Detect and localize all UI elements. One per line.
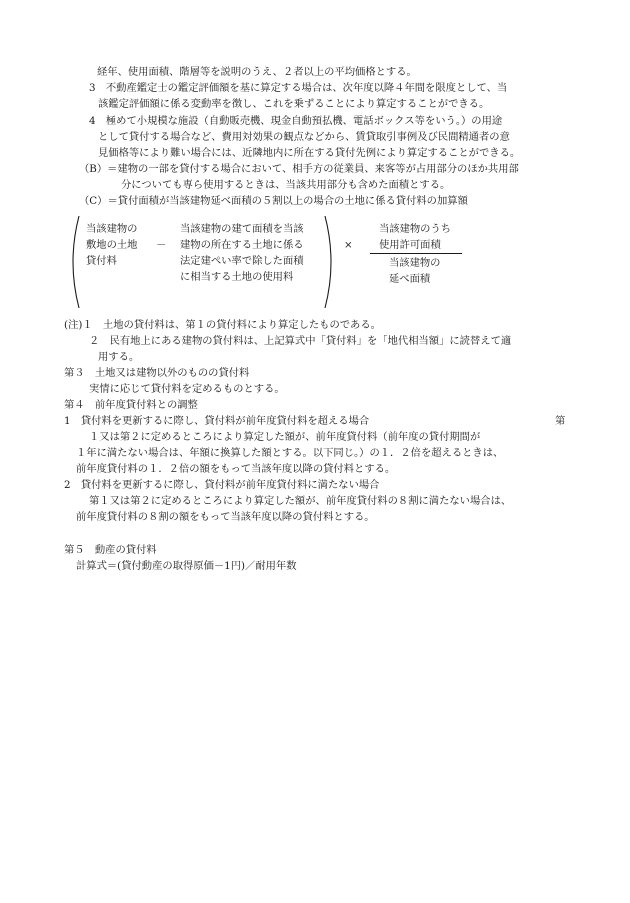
section-4-item-1-line-4: 前年度貸付料の１．２倍の額をもって当該年度以降の貸付料とする。 — [76, 463, 396, 475]
formula-land-rent-line-1: 当該建物の — [86, 223, 138, 235]
item-3-line-1: 3 不動産鑑定士の鑑定評価額を基に算定する場合は、次年度以降４年間を限度として、当 — [89, 82, 508, 94]
continuation-line: 経年、使用面積、階層等を説明のうえ、２者以上の平均価格とする。 — [97, 66, 417, 78]
note-1: (注)１ 土地の貸付料は、第１の貸付料により算定したものである。 — [64, 319, 381, 331]
fraction-denominator-line-2: 延べ面積 — [389, 273, 431, 285]
section-4-item-2-line-1: 2 貸付料を更新するに際し、貸付料が前年度貸付料に満たない場合 — [64, 479, 380, 491]
section-3-heading: 第３ 土地又は建物以外のものの貸付料 — [64, 367, 250, 379]
formula-usage-fee-line-2: 建物の所在する土地に係る — [180, 239, 304, 251]
fraction-numerator-line-2: 使用許可面積 — [379, 239, 441, 251]
formula-land-rent-line-2: 敷地の土地 — [86, 239, 138, 251]
fraction-numerator-line-1: 当該建物のうち — [379, 223, 452, 235]
item-4-line-2: として貸付する場合など、費用対効果の観点などから、賃貸取引事例及び民間精通者の意 — [98, 131, 510, 143]
definition-b-line-2: 分についても専ら使用するときは、当該共用部分も含めた面積とする。 — [121, 179, 451, 191]
note-2-line-2: 用する。 — [98, 351, 140, 363]
definition-b-line-1: （B）＝建物の一部を貸付する場合において、相手方の従業員、来客等が占用部分のほか共用部 — [79, 163, 519, 175]
definition-c-line: （C）＝貸付面積が当該建物延べ面積の５割以上の場合の土地に係る貸付料の加算額 — [79, 195, 468, 207]
section-4-item-1-trailing-char: 第 — [555, 415, 566, 427]
left-parenthesis — [64, 214, 82, 310]
section-4-item-2-line-3: 前年度貸付料の８割の額をもって当該年度以降の貸付料とする。 — [76, 511, 375, 523]
fraction-bar — [370, 253, 462, 254]
right-parenthesis — [322, 214, 340, 310]
formula-land-rent-line-3: 貸付料 — [86, 255, 117, 267]
item-4-line-3: 見価格等により難い場合には、近隣地内に所在する貸付先例により算定することができる。 — [98, 147, 521, 159]
section-4-item-2-line-2: 第１又は第２に定めるところにより算定した額が、前年度貸付料の８割に満たない場合は、 — [89, 495, 512, 507]
section-4-heading: 第４ 前年度貸付料との調整 — [64, 399, 198, 411]
formula-usage-fee-line-3: 法定建ぺい率で除した面積 — [180, 255, 304, 267]
fraction-denominator-line-1: 当該建物の — [389, 257, 441, 269]
section-4-item-1-line-1: 1 貸付料を更新するに際し、貸付料が前年度貸付料を超える場合 — [64, 415, 370, 427]
section-5-formula: 計算式＝(貸付動産の取得原価－1円)／耐用年数 — [76, 560, 297, 572]
note-2-line-1: ２ 民有地上にある建物の貸付料は、上記算式中「貸付料」を「地代相当額」に読替えて適 — [89, 335, 512, 347]
item-4-line-1: 4 極めて小規模な施設（自動販売機、現金自動預払機、電話ボックス等をいう。）の用途 — [89, 115, 503, 127]
section-3-body: 実情に応じて貸付料を定めるものとする。 — [89, 383, 285, 395]
section-5-heading: 第５ 動産の貸付料 — [64, 544, 157, 556]
section-4-item-1-line-2: １又は第２に定めるところにより算定した額が、前年度貸付料（前年度の貸付期間が — [89, 431, 481, 443]
formula-usage-fee-line-4: に相当する土地の使用料 — [180, 271, 294, 283]
formula-minus-sign: － — [156, 239, 167, 251]
section-4-item-1-line-3: １年に満たない場合は、年額に換算した額とする。以下同じ。）の１．２倍を超えるときは、 — [76, 447, 504, 459]
formula-usage-fee-line-1: 当該建物の建て面積を当該 — [180, 223, 304, 235]
formula-multiply-sign: × — [344, 239, 353, 251]
item-3-line-2: 該鑑定評価額に係る変動率を徴し、これを乗ずることにより算定することができる。 — [98, 98, 490, 110]
